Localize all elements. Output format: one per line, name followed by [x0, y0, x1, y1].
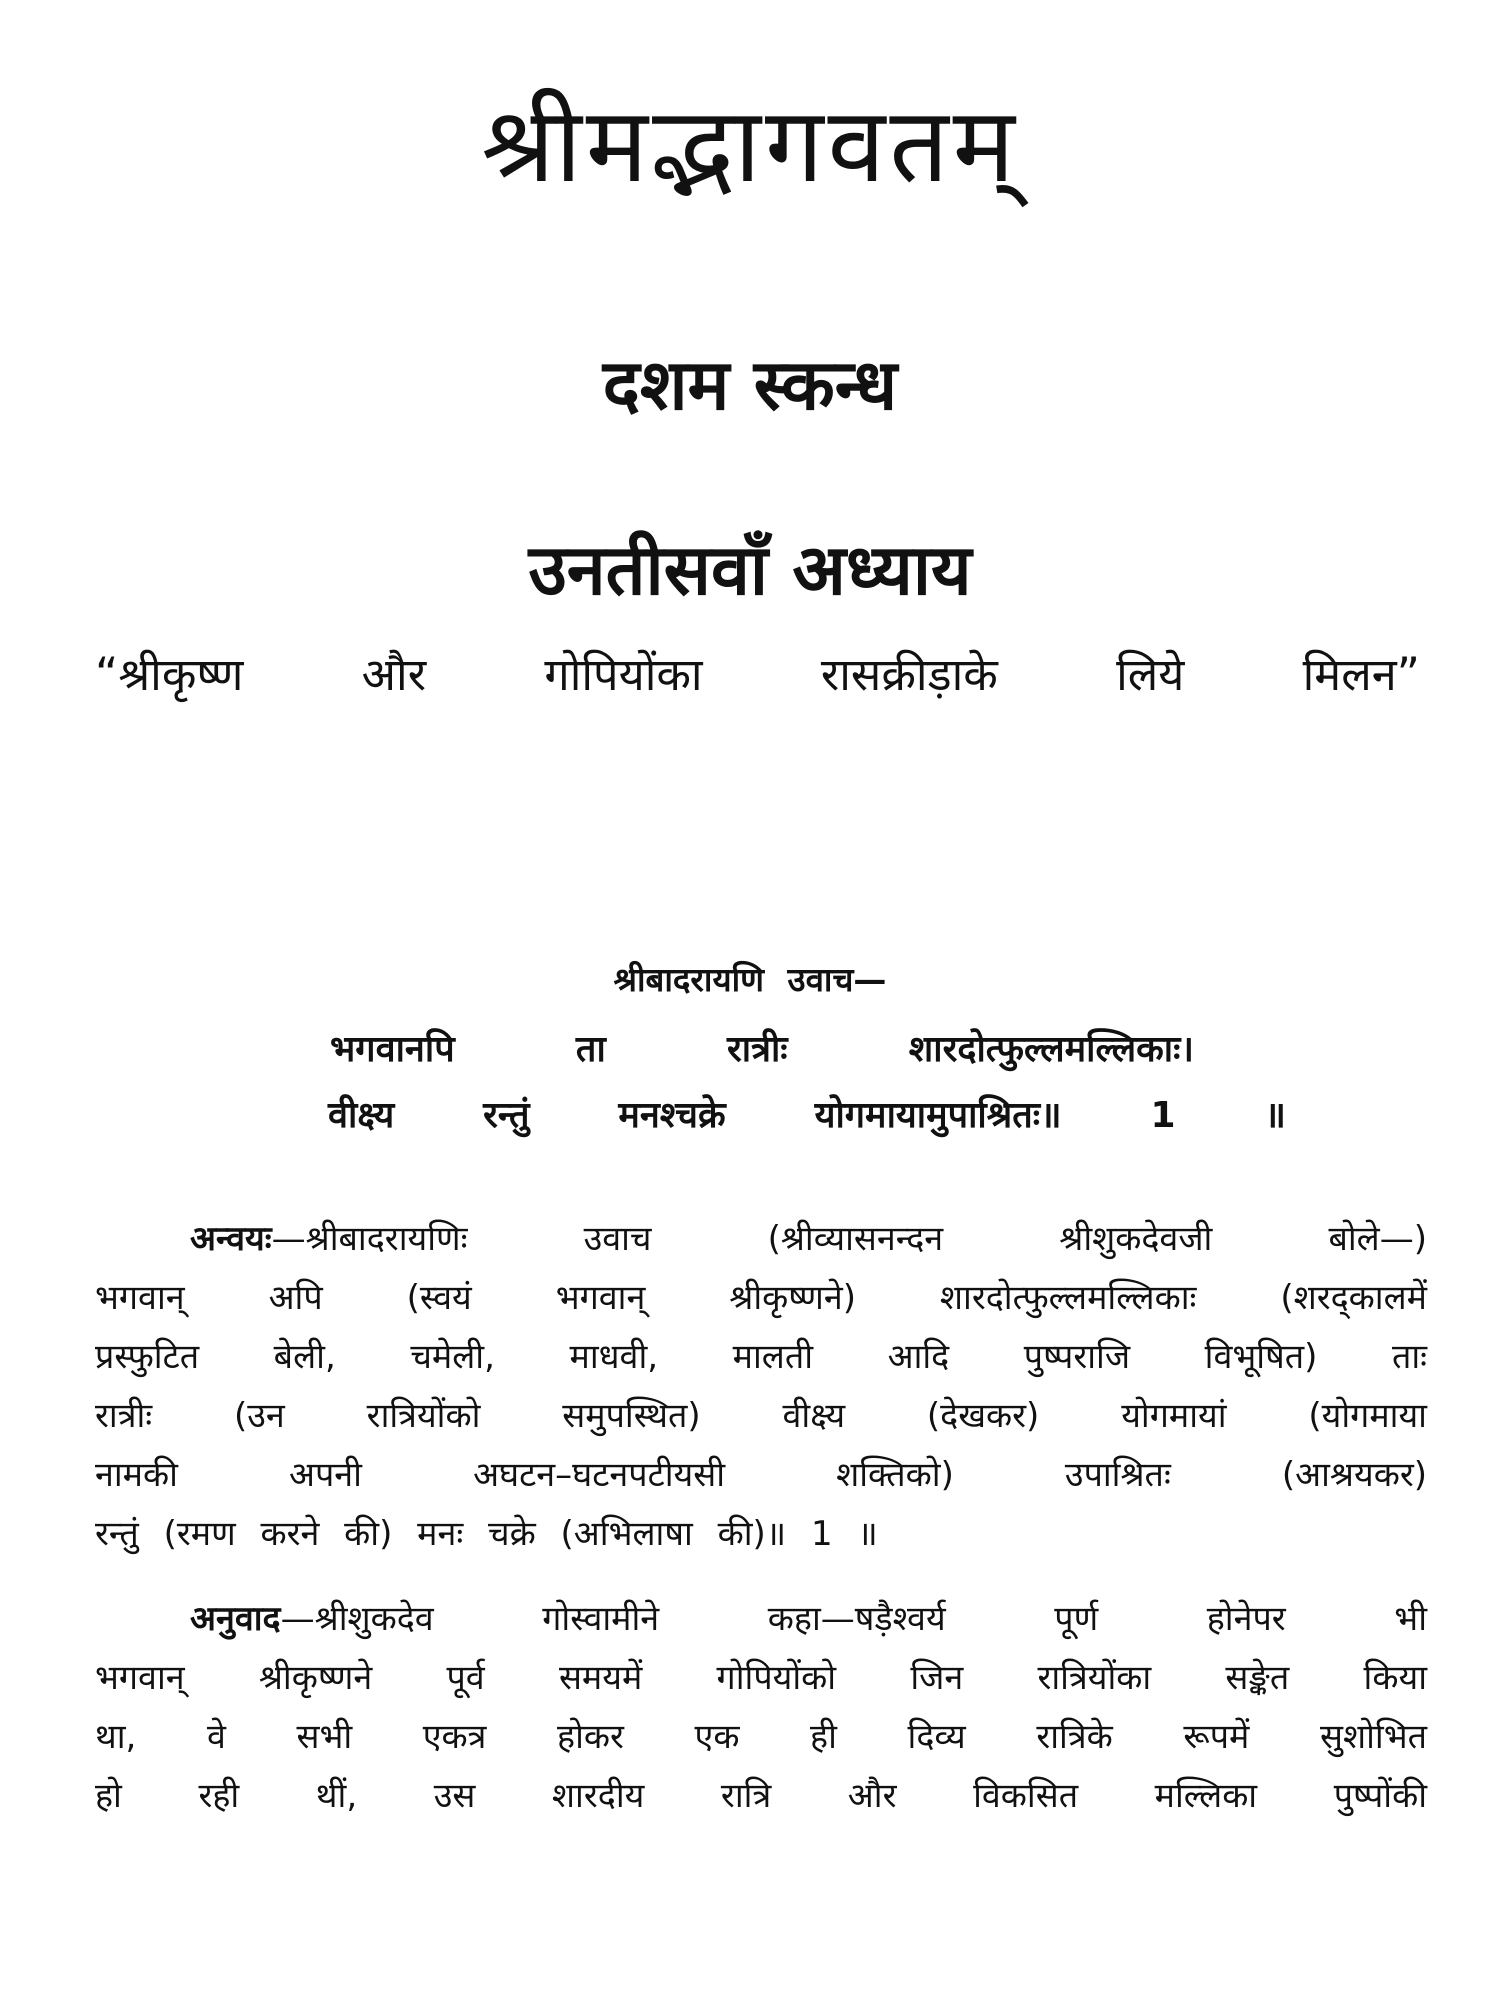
anvay-paragraph	[95, 1210, 1427, 1564]
paragraph-line: भगवान् अपि (स्वयं भगवान् श्रीकृष्णने) शारदोत्फुल्लमल्लिकाः (शरद्कालमें	[95, 1278, 1427, 1318]
book-title: श्रीमद्भागवतम्	[481, 84, 1019, 206]
verse-line: वीक्ष्य रन्तुं मनश्चक्रे योगमायामुपाश्रितः॥ 1 ॥	[328, 1095, 1286, 1136]
paragraph-line	[95, 1210, 1427, 1269]
paragraph-line: हो रही थीं, उस शारदीय रात्रि और विकसित मल्लिका पुष्पोंकी	[95, 1776, 1427, 1816]
anuvad-text: —श्रीशुकदेव गोस्वामीने कहा—षड़ैश्वर्य पूर्ण होनेपर भी	[280, 1599, 1427, 1639]
verse-speaker: श्रीबादरायणि उवाच—	[613, 960, 887, 999]
anvay-text: —श्रीबादरायणिः उवाच (श्रीव्यासनन्दन श्रीशुकदेवजी बोले—)	[271, 1219, 1427, 1259]
verse-line: भगवानपि ता रात्रीः शारदोत्फुल्लमल्लिकाः।	[330, 1029, 1194, 1070]
anuvad-paragraph	[95, 1590, 1427, 1826]
paragraph-line: रन्तुं (रमण करने की) मनः चक्रे (अभिलाषा की)॥ 1 ॥	[95, 1514, 878, 1554]
paragraph-line: था, वे सभी एकत्र होकर एक ही दिव्य रात्रिके रूपमें सुशोभित	[95, 1717, 1427, 1757]
skandha-heading: दशम स्कन्ध	[602, 344, 898, 426]
chapter-subtitle: “श्रीकृष्ण और गोपियोंका रासक्रीड़ाके लिये मिलन”	[95, 648, 1420, 701]
paragraph-line: प्रस्फुटित बेली, चमेली, माधवी, मालती आदि पुष्पराजि विभूषित) ताः	[95, 1337, 1427, 1377]
anvay-label: अन्वयः	[190, 1219, 272, 1259]
chapter-heading: उनतीसवाँ अध्याय	[528, 529, 972, 611]
anuvad-label: अनुवाद	[190, 1599, 281, 1639]
paragraph-line	[95, 1590, 1427, 1649]
paragraph-line: भगवान् श्रीकृष्णने पूर्व समयमें गोपियोंको जिन रात्रियोंका सङ्केत किया	[95, 1658, 1427, 1698]
paragraph-line: नामकी अपनी अघटन–घटनपटीयसी शक्तिको) उपाश्रितः (आश्रयकर)	[95, 1455, 1427, 1495]
paragraph-line: रात्रीः (उन रात्रियोंको समुपस्थित) वीक्ष्य (देखकर) योगमायां (योगमाया	[95, 1396, 1427, 1436]
